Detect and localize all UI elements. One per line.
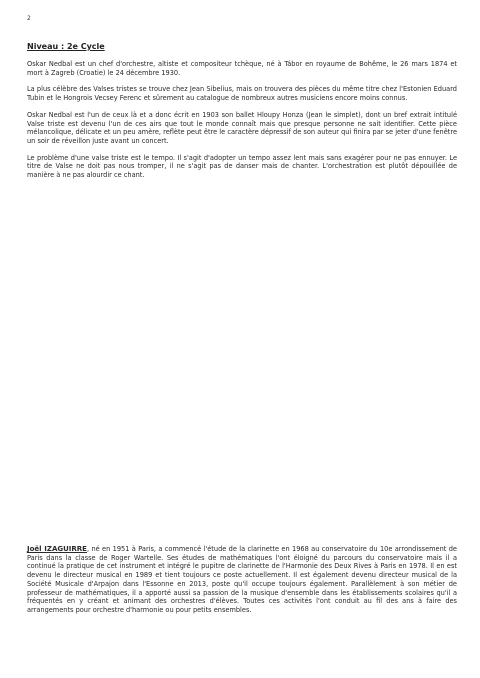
arranger-name: Joël IZAGUIRRE — [27, 545, 87, 553]
description-body — [27, 60, 457, 188]
paragraph-tempo: Le problème d'une valse triste est le tempo. Il s'agit d'adopter un tempo assez lent mais sans exagérer pour ne pas ennuyer. Le titre de Valse ne doit pas nous tromper, il ne s'agit pas de danser mais de chanter. L'orchestration est plutôt dépouillée de manière à ne pas alourdir ce chant. — [27, 153, 457, 180]
paragraph-sad-waltzes: La plus célèbre des Valses tristes se trouve chez Jean Sibelius, mais on trouvera des pièces du même titre chez l'Estonien Eduard Tubin et le Hongrois Vecsey Ferenc et sûrement au catalogue de nombreux autres musiciens encore moins connus. — [27, 85, 457, 103]
arranger-bio-text: , né en 1951 à Paris, a commencé l'étude de la clarinette en 1968 au conservatoire du 10e arrondissement de Paris dans la classe de Roger Wartelle. Ses études de mathématiques l'ont éloigné du parcours du conservatoire mais il a continué la pratique de cet instrument et intégré le pupitre de clarinette de l'Harmonie des Deux Rives à Paris en 1978. Il en est devenu le directeur musical en 1989 et tient toujours ce poste actuellement. Il est également devenu directeur musical de la Société Musicale d'Arpajon dans l'Essonne en 2013, poste qu'il occupe toujours également. Parallèlement à son métier de professeur de mathématiques, il a apporté aussi sa passion de la musique d'ensemble dans les établissements scolaires qu'il a fréquentés en y créant et animant des orchestres d'élèves. Toutes ces activités l'ont conduit au fil des ans à faire des arrangements pour orchestre d'harmonie ou pour petits ensembles. — [27, 545, 457, 614]
level-heading: Niveau : 2e Cycle — [27, 42, 105, 51]
page-number: 2 — [27, 15, 31, 22]
paragraph-nedbal-ballet: Oskar Nedbal est l'un de ceux là et a donc écrit en 1903 son ballet Hloupy Honza (Jean le simplet), dont un bref extrait intitulé Valse triste est devenu l'un de ces airs que tout le monde connaît mais que presque personne ne sait identifier. Cette pièce mélancolique, délicate et un peu amère, reflète peut être le caractère dépressif de son auteur qui finira par se jeter d'une fenêtre un soir de réveillon juste avant un concert. — [27, 110, 457, 145]
paragraph-biography: Oskar Nedbal est un chef d'orchestre, altiste et compositeur tchèque, né à Tábor en royaume de Bohême, le 26 mars 1874 et mort à Zagreb (Croatie) le 24 décembre 1930. — [27, 60, 457, 77]
arranger-bio — [27, 545, 457, 615]
